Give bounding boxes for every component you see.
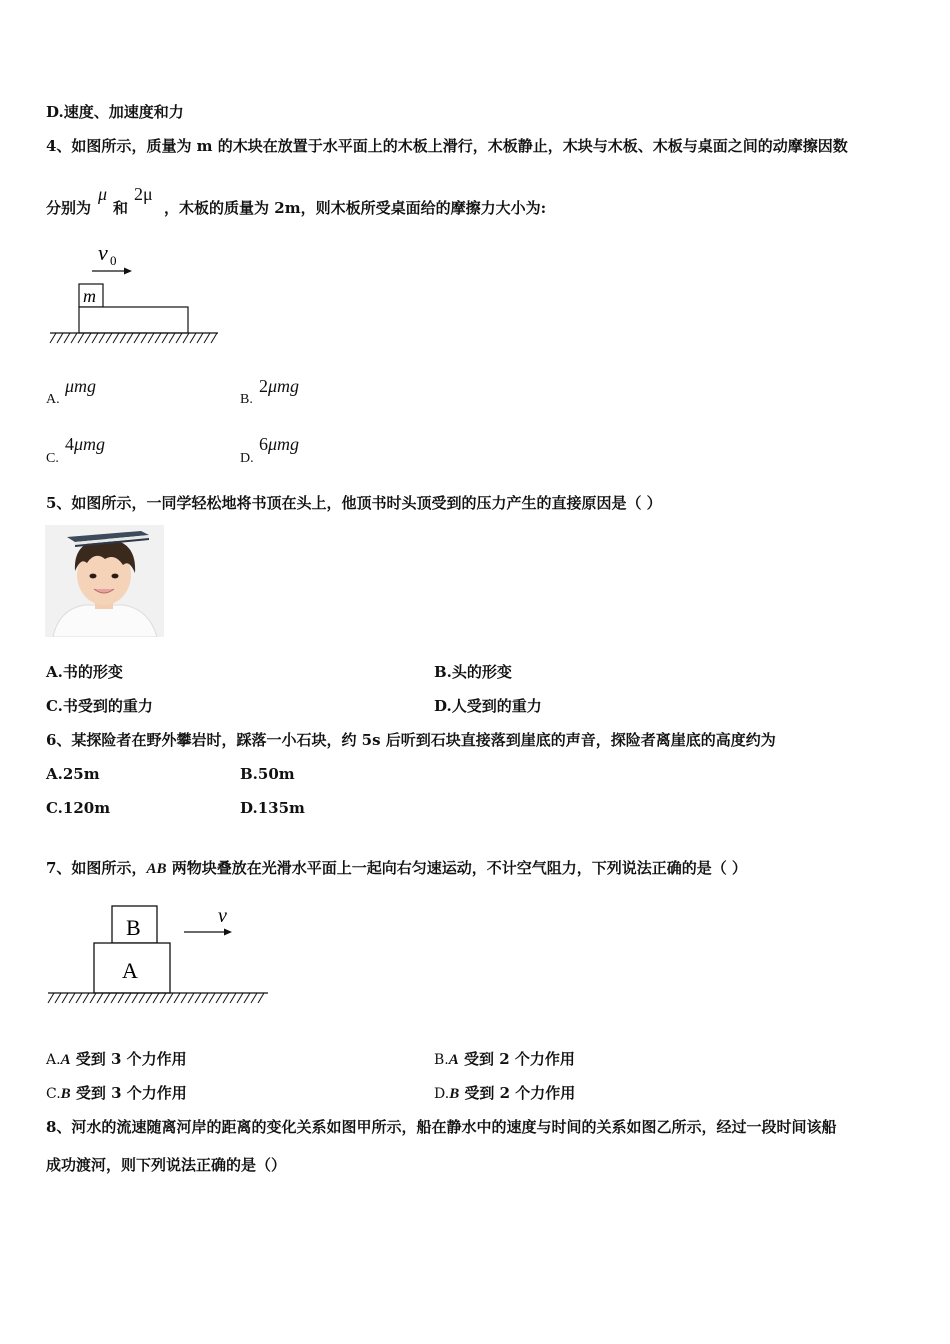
q8-stem-line1: 8、河水的流速随离河岸的距离的变化关系如图甲所示，船在静水中的速度与时间的关系如图乙所示，经过一段时间该船 [46, 1118, 837, 1136]
q7-option-c: C.B 受到 3 个力作用 [46, 1084, 187, 1102]
q7-option-d: D.B 受到 2 个力作用 [434, 1084, 576, 1102]
q5-photo-child-with-book [45, 525, 164, 637]
q4-velocity-arrowhead [124, 268, 132, 275]
q7-velocity-label: v [218, 905, 227, 927]
q4-mu2: 2μ [134, 184, 153, 204]
q4-option-c-label: C. [46, 451, 59, 466]
q4-option-a-expr: μmg [65, 376, 97, 396]
q7-ground-hatching [48, 993, 264, 1003]
q7-option-a: A.A 受到 3 个力作用 [46, 1050, 187, 1068]
q4-suffix: ，木板的质量为 2m，则木板所受桌面给的摩擦力大小为: [164, 199, 547, 217]
q4-figure [46, 238, 226, 348]
q4-stem-line2 [46, 198, 546, 218]
q4-ground-hatching [50, 333, 217, 343]
q5-option-c: C.书受到的重力 [46, 697, 153, 715]
q5-option-a: A.书的形变 [46, 663, 123, 681]
q4-option-b-expr: 2μmg [259, 376, 300, 396]
q4-option-d-expr: 6μmg [259, 434, 300, 454]
q5-stem: 5、如图所示，一同学轻松地将书顶在头上，他顶书时头顶受到的压力产生的直接原因是（ ） [46, 494, 662, 512]
q6-option-a: A.25m [46, 765, 100, 783]
q7-stem-ab: AB [146, 861, 167, 877]
q6-option-c: C.120m [46, 799, 111, 817]
q4-board [79, 307, 188, 333]
q4-option-d-label: D. [240, 451, 254, 466]
q7-stem [46, 858, 747, 879]
q4-stem-line1: 4、如图所示，质量为 m 的木块在放置于水平面上的木板上滑行，木板静止，木块与木板、木板与桌面之间的动摩擦因数 [46, 137, 848, 155]
q4-and: 和 [113, 199, 129, 217]
q7-figure [46, 900, 270, 1006]
q4-option-a-label: A. [46, 392, 60, 407]
q7-block-b-label: B [126, 915, 141, 940]
q8-stem-line2: 成功渡河，则下列说法正确的是（） [46, 1156, 287, 1174]
q4-figure-velocity-label: v [98, 240, 108, 265]
q5-option-b: B.头的形变 [434, 663, 512, 681]
q7-velocity-arrowhead [224, 929, 232, 936]
q4-figure-velocity-sub: 0 [110, 253, 117, 268]
q4-option-b-label: B. [240, 392, 253, 407]
q4-block-label: m [83, 286, 96, 306]
q6-option-d: D.135m [240, 799, 305, 817]
q7-option-b: B.A 受到 2 个力作用 [434, 1050, 575, 1068]
q4-mu1: μ [98, 184, 108, 204]
q7-stem-prefix: 7、如图所示， [46, 859, 147, 877]
q6-stem: 6、某探险者在野外攀岩时，踩落一小石块，约 5s 后听到石块直接落到崖底的声音，探险者离崖底的高度约为 [46, 731, 776, 749]
q6-option-b: B.50m [240, 765, 295, 783]
q4-option-c-expr: 4μmg [65, 434, 106, 454]
q4-prefix: 分别为 [46, 199, 92, 217]
q7-block-a-label: A [122, 958, 138, 983]
q7-stem-suffix: 两物块叠放在光滑水平面上一起向右匀速运动，不计空气阻力，下列说法正确的是（ ） [166, 859, 747, 877]
q5-option-d: D.人受到的重力 [434, 697, 542, 715]
q3-option-d: D.速度、加速度和力 [46, 103, 184, 121]
